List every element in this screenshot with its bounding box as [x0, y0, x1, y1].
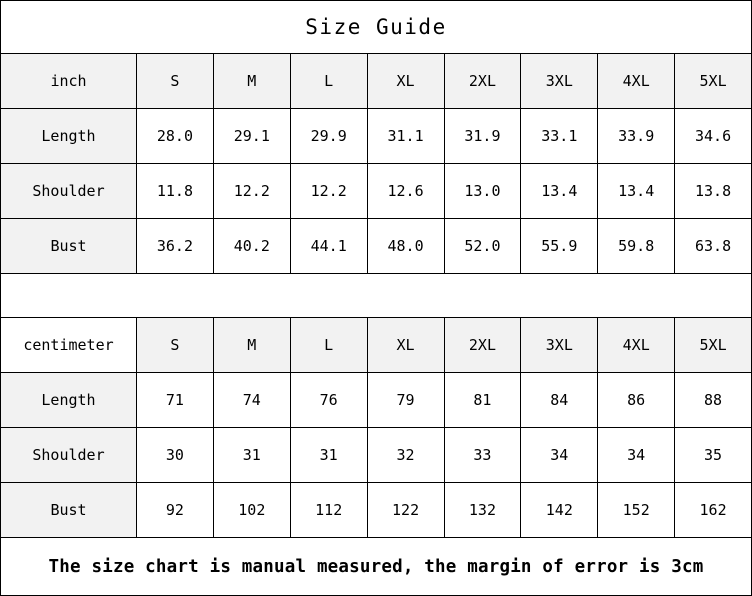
table-row [1, 483, 752, 538]
table-cell: 35 [675, 428, 752, 483]
table-cell: 71 [137, 373, 214, 428]
table-cell: 33 [444, 428, 521, 483]
table-cell: 48.0 [367, 219, 444, 274]
table-cell: 88 [675, 373, 752, 428]
table-cell: 44.1 [290, 219, 367, 274]
table-cell: 33.9 [598, 109, 675, 164]
row-label: Bust [1, 219, 137, 274]
table-header-row [1, 318, 752, 373]
table-row [1, 164, 752, 219]
table-cell: 30 [137, 428, 214, 483]
table-cell: 29.1 [213, 109, 290, 164]
column-header: 4XL [598, 318, 675, 373]
row-label: Bust [1, 483, 137, 538]
row-label: Shoulder [1, 164, 137, 219]
column-header: L [290, 318, 367, 373]
table-header-row [1, 54, 752, 109]
column-header: XL [367, 54, 444, 109]
table-row [1, 219, 752, 274]
row-label: Shoulder [1, 428, 137, 483]
size-table-cm-wrapper [1, 318, 751, 538]
column-header: L [290, 54, 367, 109]
table-cell: 13.4 [521, 164, 598, 219]
table-cell: 76 [290, 373, 367, 428]
column-header: M [213, 54, 290, 109]
table-cell: 31 [213, 428, 290, 483]
page-title: Size Guide [1, 1, 751, 54]
table-cell: 122 [367, 483, 444, 538]
table-cell: 74 [213, 373, 290, 428]
table-cell: 52.0 [444, 219, 521, 274]
table-cell: 12.6 [367, 164, 444, 219]
size-table-centimeter [0, 317, 752, 538]
table-cell: 11.8 [137, 164, 214, 219]
table-cell: 55.9 [521, 219, 598, 274]
unit-label-inch: inch [1, 54, 137, 109]
table-cell: 92 [137, 483, 214, 538]
row-label: Length [1, 109, 137, 164]
column-header: S [137, 318, 214, 373]
table-cell: 63.8 [675, 219, 752, 274]
table-row [1, 109, 752, 164]
table-cell: 102 [213, 483, 290, 538]
table-cell: 162 [675, 483, 752, 538]
table-cell: 13.4 [598, 164, 675, 219]
table-row [1, 428, 752, 483]
unit-label-centimeter: centimeter [1, 318, 137, 373]
table-cell: 34.6 [675, 109, 752, 164]
table-cell: 13.0 [444, 164, 521, 219]
measurement-disclaimer: The size chart is manual measured, the margin of error is 3cm [48, 556, 704, 577]
column-header: 5XL [675, 318, 752, 373]
table-cell: 31.1 [367, 109, 444, 164]
table-cell: 12.2 [213, 164, 290, 219]
table-cell: 81 [444, 373, 521, 428]
column-header: 2XL [444, 318, 521, 373]
table-cell: 152 [598, 483, 675, 538]
table-cell: 59.8 [598, 219, 675, 274]
table-cell: 12.2 [290, 164, 367, 219]
table-row [1, 373, 752, 428]
column-header: S [137, 54, 214, 109]
table-cell: 34 [598, 428, 675, 483]
column-header: 2XL [444, 54, 521, 109]
column-header: M [213, 318, 290, 373]
column-header: XL [367, 318, 444, 373]
table-cell: 34 [521, 428, 598, 483]
table-cell: 32 [367, 428, 444, 483]
table-cell: 36.2 [137, 219, 214, 274]
table-cell: 31.9 [444, 109, 521, 164]
column-header: 5XL [675, 54, 752, 109]
row-label: Length [1, 373, 137, 428]
table-cell: 29.9 [290, 109, 367, 164]
size-table-inch-wrapper [1, 54, 751, 274]
table-cell: 28.0 [137, 109, 214, 164]
table-cell: 84 [521, 373, 598, 428]
table-separator [1, 274, 751, 318]
table-cell: 79 [367, 373, 444, 428]
column-header: 4XL [598, 54, 675, 109]
size-table-inch [0, 53, 752, 274]
column-header: 3XL [521, 318, 598, 373]
table-cell: 33.1 [521, 109, 598, 164]
table-cell: 31 [290, 428, 367, 483]
table-cell: 142 [521, 483, 598, 538]
table-cell: 132 [444, 483, 521, 538]
column-header: 3XL [521, 54, 598, 109]
table-cell: 40.2 [213, 219, 290, 274]
table-cell: 13.8 [675, 164, 752, 219]
table-cell: 112 [290, 483, 367, 538]
table-cell: 86 [598, 373, 675, 428]
